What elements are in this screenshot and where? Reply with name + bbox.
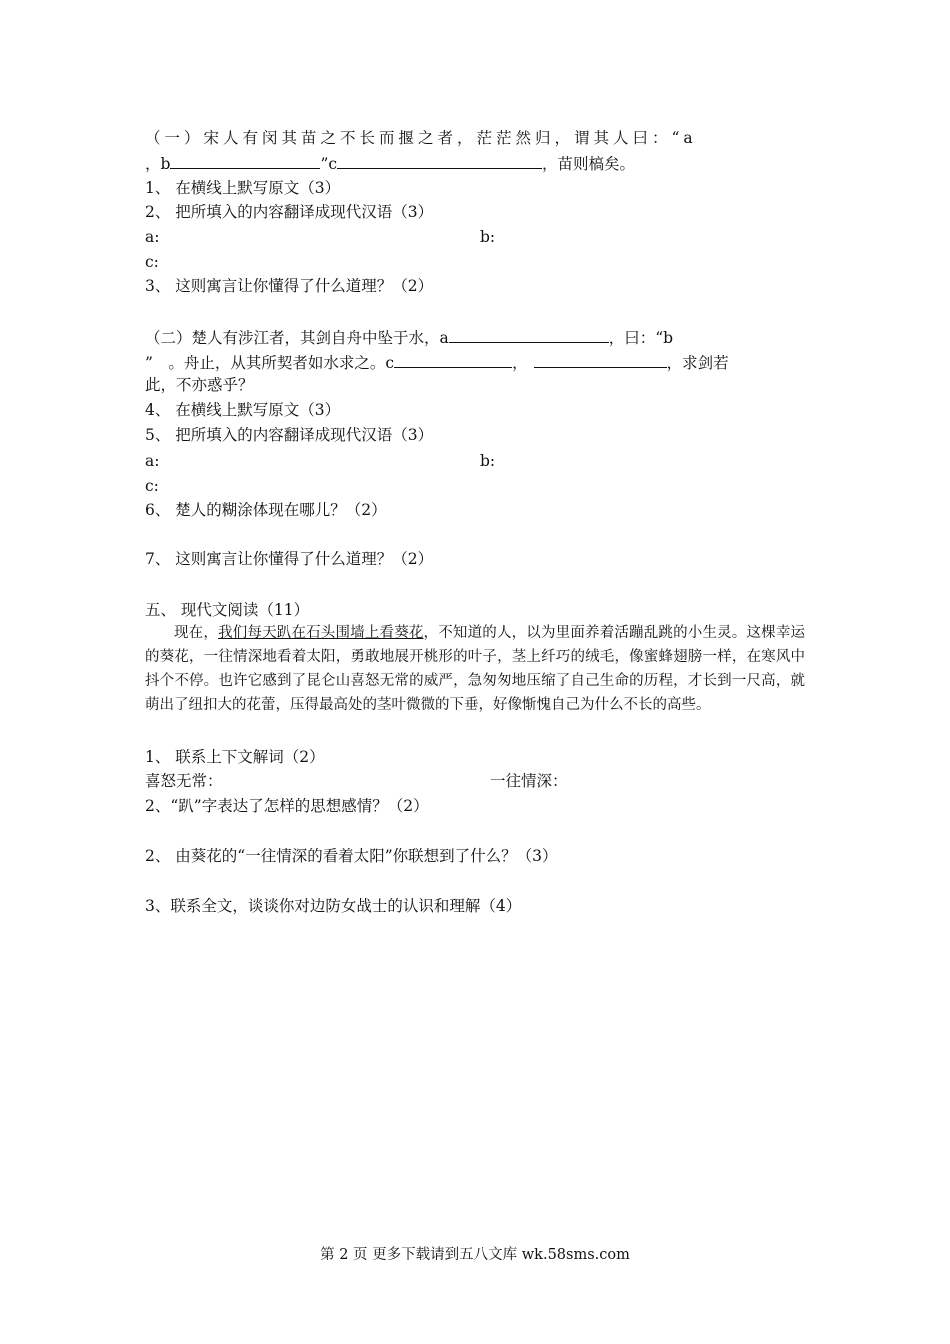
answer-c-label: c:	[145, 253, 159, 271]
question-1: 1、 在横线上默写原文（3）	[145, 179, 341, 197]
section3-question-3: 3、联系全文，谈谈你对边防女战士的认识和理解（4）	[145, 897, 522, 915]
answer2-a-label: a:	[145, 452, 160, 470]
question-3: 3、 这则寓言让你懂得了什么道理？（2）	[145, 277, 434, 295]
section3-question-2b: 2、 由葵花的“一往情深的看着太阳”你联想到了什么？（3）	[145, 847, 558, 865]
section1-line2	[145, 151, 635, 175]
passage-start: 现在，	[174, 625, 219, 641]
question-2: 2、 把所填入的内容翻译成现代汉语（3）	[145, 203, 434, 221]
passage-underlined: 我们每天趴在石头围墙上看葵花	[218, 625, 424, 641]
answer2-b-label: b:	[480, 452, 496, 470]
answer-a-label: a:	[145, 228, 160, 246]
section2-line1	[145, 325, 673, 349]
term-1: 喜怒无常：	[145, 772, 223, 790]
blank-b-line[interactable]	[170, 151, 320, 169]
question-7: 7、 这则寓言让你懂得了什么道理？（2）	[145, 550, 434, 568]
blank-c-prefix: ”c	[320, 155, 338, 173]
question-5: 5、 把所填入的内容翻译成现代汉语（3）	[145, 426, 434, 444]
reading-passage	[145, 621, 805, 717]
section2-line1-end: ，曰：“b	[608, 329, 674, 347]
section2-line2-end: ，求剑若	[666, 354, 729, 372]
blank-c2-line-2[interactable]	[534, 350, 667, 368]
question-4: 4、 在横线上默写原文（3）	[145, 401, 341, 419]
section2-line2-start: ” 。舟止，从其所契者如水求之。c	[145, 354, 395, 372]
section2-line2	[145, 350, 729, 374]
term-2: 一往情深：	[490, 772, 568, 790]
page-footer: 第 2 页 更多下载请到五八文库 wk.58sms.com	[320, 1247, 630, 1263]
passage-paragraph	[145, 621, 805, 717]
question-6: 6、 楚人的糊涂体现在哪儿？（2）	[145, 501, 387, 519]
section2-line2-comma: ，	[512, 354, 528, 372]
answer-b-label: b:	[480, 228, 496, 246]
passage-rest: ，不知道的人，以为里面养着活蹦乱跳的小生灵。这棵幸运的葵花，一往情深地看着太阳，勇敢地展开桃形的叶子，茎上纤巧的绒毛，像蜜蜂翅膀一样，在寒风中抖个不停。也许它感到了昆仑山喜怒无常的威严，急匆匆地压缩了自己生命的历程，才长到一尺高，就萌出了纽扣大的花蕾，压得最高处的茎叶微微的下垂，好像惭愧自己为什么不长的高些。	[145, 625, 806, 713]
section3-question-2: 2、“趴”字表达了怎样的思想感情？（2）	[145, 797, 429, 815]
section2-line3: 此，不亦惑乎？	[145, 376, 254, 394]
blank-c2-line-1[interactable]	[394, 350, 512, 368]
section3-question-1: 1、 联系上下文解词（2）	[145, 748, 325, 766]
blank-c-line[interactable]	[337, 151, 542, 169]
blank-b-prefix: ，b	[145, 155, 171, 173]
blank-a2-line[interactable]	[449, 325, 609, 343]
section1-line2-end: ，苗则槁矣。	[542, 155, 636, 173]
section2-line1-start: （二）楚人有涉江者，其剑自舟中坠于水，a	[145, 329, 449, 347]
section1-line1: （一）宋人有闵其苗之不长而揠之者，茫茫然归，谓其人曰：“a	[145, 129, 697, 147]
answer2-c-label: c:	[145, 477, 159, 495]
section3-title: 五、 现代文阅读（11）	[145, 601, 310, 619]
